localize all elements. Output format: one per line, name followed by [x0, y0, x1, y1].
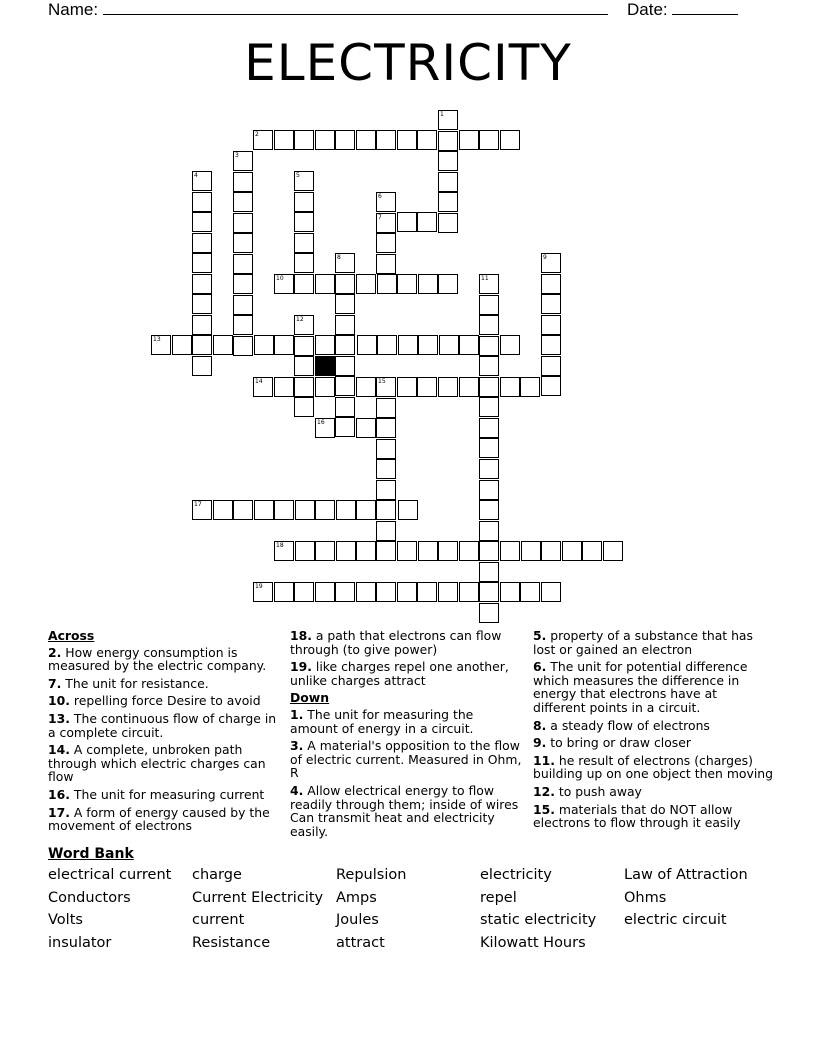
grid-cell[interactable]	[151, 335, 171, 355]
grid-cell[interactable]	[417, 582, 437, 602]
across-heading: Across	[48, 628, 95, 643]
grid-cell[interactable]	[315, 541, 335, 561]
grid-cell[interactable]	[295, 541, 315, 561]
grid-cell[interactable]	[192, 253, 212, 273]
grid-cell[interactable]	[376, 213, 396, 233]
clue-number: 18	[276, 542, 284, 549]
grid-cell[interactable]	[253, 377, 273, 397]
grid-cell[interactable]	[294, 397, 314, 417]
clue-item	[533, 803, 773, 830]
grid-cell[interactable]	[233, 254, 253, 274]
grid-cell[interactable]	[438, 151, 458, 171]
grid-cell[interactable]	[192, 233, 212, 253]
clue-text: A complete, unbroken path through which electric charges can flow	[48, 742, 266, 785]
grid-cell[interactable]	[438, 274, 458, 294]
grid-cell[interactable]	[376, 459, 396, 479]
clue-item	[533, 660, 773, 714]
grid-cell[interactable]	[376, 439, 396, 459]
grid-cell[interactable]	[376, 254, 396, 274]
clue-item	[533, 785, 773, 799]
black-cell	[315, 356, 335, 376]
clue-item	[48, 712, 278, 739]
grid-cell[interactable]	[335, 253, 355, 273]
clue-item	[48, 806, 278, 833]
clue-number: 3	[235, 152, 239, 159]
clue-number: 18.	[290, 628, 312, 643]
grid-cell[interactable]	[294, 253, 314, 273]
grid-cell[interactable]	[335, 417, 355, 437]
grid-cell[interactable]	[356, 418, 376, 438]
grid-cell[interactable]	[335, 335, 355, 355]
grid-cell[interactable]	[397, 130, 417, 150]
clue-number: 3.	[290, 738, 304, 754]
grid-cell[interactable]	[479, 356, 499, 376]
clue-text: The continuous flow of charge in a complete circuit.	[48, 710, 277, 740]
grid-cell[interactable]	[376, 233, 396, 253]
grid-cell[interactable]	[376, 398, 396, 418]
grid-cell[interactable]	[500, 130, 520, 150]
clue-item	[533, 629, 773, 656]
word-bank-item: Ohms	[624, 889, 667, 906]
clue-number: 1.	[290, 706, 304, 722]
clue-number: 10	[276, 275, 284, 282]
grid-cell[interactable]	[233, 274, 253, 294]
grid-cell[interactable]	[376, 521, 396, 541]
grid-cell[interactable]	[479, 562, 499, 582]
grid-cell[interactable]	[315, 500, 335, 520]
grid-cell[interactable]	[192, 335, 212, 355]
word-bank-item: Joules	[336, 912, 379, 928]
grid-cell[interactable]	[356, 500, 376, 520]
grid-cell[interactable]	[192, 315, 212, 335]
clue-text: The unit for measuring the amount of energy in a circuit.	[290, 706, 474, 736]
grid-cell[interactable]	[294, 356, 314, 376]
grid-cell[interactable]	[459, 335, 479, 355]
grid-cell[interactable]	[376, 192, 396, 212]
grid-cell[interactable]	[582, 541, 602, 561]
clue-number: 5	[296, 172, 300, 179]
grid-cell[interactable]	[377, 274, 397, 294]
grid-cell[interactable]	[336, 541, 356, 561]
grid-cell[interactable]	[335, 356, 355, 376]
grid-cell[interactable]	[520, 377, 540, 397]
grid-cell[interactable]	[254, 335, 274, 355]
clue-text: A material's opposition to the flow of electric current. Measured in Ohm, R	[290, 738, 522, 781]
grid-cell[interactable]	[500, 377, 520, 397]
word-bank-item: electric circuit	[624, 912, 727, 928]
clue-text: to bring or draw closer	[546, 735, 691, 751]
grid-cell[interactable]	[541, 356, 561, 376]
clue-number: 17	[194, 501, 202, 508]
clue-text: How energy consumption is measured by the electric company.	[48, 644, 267, 674]
grid-cell[interactable]	[438, 213, 458, 233]
clue-number: 17.	[48, 804, 70, 820]
clue-item	[48, 743, 278, 784]
grid-cell[interactable]	[438, 541, 458, 561]
clue-text: The unit for measuring current	[69, 786, 265, 802]
grid-cell[interactable]	[192, 212, 212, 232]
grid-cell[interactable]	[541, 294, 561, 314]
clue-number: 7	[378, 214, 382, 221]
clue-text: materials that do NOT allow electrons to flow through it easily	[533, 801, 741, 831]
grid-cell[interactable]	[459, 130, 479, 150]
grid-cell[interactable]	[274, 500, 294, 520]
grid-cell[interactable]	[397, 541, 417, 561]
grid-cell[interactable]	[398, 335, 418, 355]
grid-cell[interactable]	[233, 233, 253, 253]
grid-cell[interactable]	[459, 582, 479, 602]
date-label: Date:	[627, 0, 668, 19]
down-heading: Down	[290, 690, 330, 706]
grid-cell[interactable]	[294, 274, 314, 294]
grid-cell[interactable]	[562, 541, 582, 561]
grid-cell[interactable]	[233, 295, 253, 315]
clue-text: The unit for potential difference which measures the difference in energy that electrons have at different points in a circuit.	[533, 659, 748, 715]
grid-cell[interactable]	[439, 335, 459, 355]
grid-cell[interactable]	[541, 582, 561, 602]
grid-cell[interactable]	[418, 335, 438, 355]
clue-number: 7.	[48, 675, 62, 691]
clue-item	[48, 677, 278, 691]
clue-number: 16	[317, 419, 325, 426]
clue-number: 6.	[533, 659, 547, 675]
grid-cell[interactable]	[397, 582, 417, 602]
grid-cell[interactable]	[376, 500, 396, 520]
grid-cell[interactable]	[172, 335, 192, 355]
grid-cell[interactable]	[459, 541, 479, 561]
grid-cell[interactable]	[500, 541, 520, 561]
grid-cell[interactable]	[541, 376, 561, 396]
grid-cell[interactable]	[274, 377, 294, 397]
grid-cell[interactable]	[233, 172, 253, 192]
grid-cell[interactable]	[479, 521, 499, 541]
grid-cell[interactable]	[295, 500, 315, 520]
grid-cell[interactable]	[479, 459, 499, 479]
grid-cell[interactable]	[315, 335, 335, 355]
grid-cell[interactable]	[335, 582, 355, 602]
clue-number: 11.	[533, 752, 555, 768]
grid-cell[interactable]	[479, 336, 499, 356]
grid-cell[interactable]	[335, 397, 355, 417]
grid-cell[interactable]	[417, 377, 437, 397]
word-bank-item: static electricity	[480, 912, 597, 928]
grid-cell[interactable]	[417, 212, 437, 232]
grid-cell[interactable]	[479, 500, 499, 520]
grid-cell[interactable]	[376, 418, 396, 438]
grid-cell[interactable]	[315, 274, 335, 294]
grid-cell[interactable]	[541, 541, 561, 561]
grid-cell[interactable]	[479, 438, 499, 458]
grid-cell[interactable]	[397, 212, 417, 232]
clue-text: A form of energy caused by the movement of electrons	[48, 804, 270, 834]
grid-cell[interactable]	[479, 377, 499, 397]
clues-column-1	[48, 629, 278, 837]
grid-cell[interactable]	[294, 233, 314, 253]
grid-cell[interactable]	[335, 315, 355, 335]
grid-cell[interactable]	[356, 274, 376, 294]
grid-cell[interactable]	[294, 192, 314, 212]
grid-cell[interactable]	[479, 274, 499, 294]
grid-cell[interactable]	[479, 480, 499, 500]
word-bank-item: current	[192, 912, 245, 928]
grid-cell[interactable]	[356, 582, 376, 602]
word-bank-item: Repulsion	[336, 867, 407, 883]
clue-number: 9	[543, 254, 547, 261]
grid-cell[interactable]	[335, 274, 355, 294]
clues-column-2	[290, 629, 522, 842]
word-bank-item: Kilowatt Hours	[480, 934, 586, 951]
grid-cell[interactable]	[376, 541, 396, 561]
grid-cell[interactable]	[438, 582, 458, 602]
grid-cell[interactable]	[274, 274, 294, 294]
grid-cell[interactable]	[192, 294, 212, 314]
grid-cell[interactable]	[479, 315, 499, 335]
clue-item	[533, 736, 773, 750]
clue-number: 10.	[48, 693, 70, 709]
grid-cell[interactable]	[233, 336, 253, 356]
clue-number: 9.	[533, 735, 547, 751]
grid-cell[interactable]	[294, 212, 314, 232]
clue-number: 15.	[533, 801, 555, 817]
grid-cell[interactable]	[315, 130, 335, 150]
grid-cell[interactable]	[376, 130, 396, 150]
grid-cell[interactable]	[315, 418, 335, 438]
clue-text: he result of electrons (charges) building up on one object then moving	[533, 752, 773, 782]
grid-cell[interactable]	[213, 335, 233, 355]
clue-item	[48, 788, 278, 802]
clue-number: 12	[296, 316, 304, 323]
grid-cell[interactable]	[438, 131, 458, 151]
clue-number: 2	[255, 131, 259, 138]
grid-cell[interactable]	[500, 582, 520, 602]
clues-column-3	[533, 629, 773, 834]
word-bank-item: repel	[480, 889, 517, 906]
clue-text: Allow electrical energy to flow readily through them; inside of wires Can transmit heat and electricity easily.	[290, 782, 519, 839]
grid-cell[interactable]	[294, 377, 314, 397]
clue-item	[290, 784, 522, 838]
word-bank-item: Law of Attraction	[624, 867, 748, 883]
clue-text: repelling force Desire to avoid	[69, 693, 261, 709]
clue-number: 4	[194, 172, 198, 179]
grid-cell[interactable]	[417, 130, 437, 150]
clue-item	[48, 694, 278, 708]
grid-cell[interactable]	[541, 274, 561, 294]
clue-text: property of a substance that has lost or gained an electron	[533, 628, 753, 657]
grid-cell[interactable]	[479, 130, 499, 150]
grid-cell[interactable]	[192, 356, 212, 376]
page-title: ELECTRICITY	[244, 34, 572, 92]
clue-item	[290, 708, 522, 735]
clue-item	[290, 739, 522, 780]
grid-cell[interactable]	[233, 500, 253, 520]
grid-cell[interactable]	[274, 130, 294, 150]
grid-cell[interactable]	[376, 377, 396, 397]
grid-cell[interactable]	[192, 500, 212, 520]
clue-text: like charges repel one another, unlike charges attract	[290, 659, 509, 688]
grid-cell[interactable]	[356, 130, 376, 150]
clue-text: a path that electrons can flow through (to give power)	[290, 628, 502, 657]
grid-cell[interactable]	[376, 480, 396, 500]
clue-text: The unit for resistance.	[61, 675, 209, 691]
grid-cell[interactable]	[479, 582, 499, 602]
clue-number: 15	[378, 378, 386, 385]
grid-cell[interactable]	[233, 315, 253, 335]
grid-cell[interactable]	[438, 110, 458, 130]
grid-cell[interactable]	[479, 603, 499, 623]
grid-cell[interactable]	[253, 130, 273, 150]
grid-cell[interactable]	[520, 582, 540, 602]
word-bank-item: insulator	[48, 934, 112, 951]
grid-cell[interactable]	[192, 171, 212, 191]
grid-cell[interactable]	[233, 213, 253, 233]
grid-cell[interactable]	[479, 397, 499, 417]
grid-cell[interactable]	[233, 151, 253, 171]
clue-number: 11	[481, 275, 489, 282]
grid-cell[interactable]	[294, 336, 314, 356]
clue-number: 14	[255, 378, 263, 385]
grid-cell[interactable]	[397, 274, 417, 294]
grid-cell[interactable]	[377, 335, 397, 355]
grid-cell[interactable]	[294, 171, 314, 191]
clue-number: 6	[378, 193, 382, 200]
grid-cell[interactable]	[335, 294, 355, 314]
clue-number: 5.	[533, 628, 547, 643]
clue-item	[533, 719, 773, 733]
clue-number: 12.	[533, 783, 555, 799]
grid-cell[interactable]	[397, 377, 417, 397]
grid-cell[interactable]	[398, 500, 418, 520]
grid-cell[interactable]	[315, 582, 335, 602]
word-bank-item: Volts	[48, 912, 83, 928]
grid-cell[interactable]	[500, 335, 520, 355]
word-bank-heading: Word Bank	[48, 846, 134, 862]
grid-cell[interactable]	[603, 541, 623, 561]
grid-cell[interactable]	[274, 582, 294, 602]
grid-cell[interactable]	[541, 315, 561, 335]
grid-cell[interactable]	[438, 172, 458, 192]
grid-cell[interactable]	[356, 541, 376, 561]
grid-cell[interactable]	[357, 335, 377, 355]
clue-number: 13	[153, 336, 161, 343]
grid-cell[interactable]	[418, 541, 438, 561]
word-bank-item: charge	[192, 867, 242, 883]
clue-number: 14.	[48, 742, 70, 758]
grid-cell[interactable]	[315, 377, 335, 397]
grid-cell[interactable]	[274, 541, 294, 561]
clue-number: 8.	[533, 717, 547, 733]
grid-cell[interactable]	[479, 541, 499, 561]
grid-cell[interactable]	[376, 582, 396, 602]
grid-cell[interactable]	[233, 192, 253, 212]
grid-cell[interactable]	[356, 377, 376, 397]
grid-cell[interactable]	[418, 274, 438, 294]
word-bank-item: Conductors	[48, 889, 131, 906]
word-bank-item: electricity	[480, 867, 552, 883]
grid-cell[interactable]	[254, 500, 274, 520]
grid-cell[interactable]	[294, 130, 314, 150]
grid-cell[interactable]	[438, 192, 458, 212]
clue-text: to push away	[554, 783, 642, 799]
clue-number: 2.	[48, 644, 62, 660]
clue-item	[533, 754, 773, 781]
grid-cell[interactable]	[521, 541, 541, 561]
word-bank-item: Resistance	[192, 934, 271, 951]
grid-cell[interactable]	[213, 500, 233, 520]
clue-text: a steady flow of electrons	[546, 717, 710, 733]
grid-cell[interactable]	[541, 335, 561, 355]
clue-number: 13.	[48, 710, 70, 726]
grid-cell[interactable]	[541, 253, 561, 273]
clue-item	[290, 629, 522, 656]
grid-cell[interactable]	[336, 500, 356, 520]
clue-number: 19	[255, 583, 263, 590]
grid-cell[interactable]	[479, 295, 499, 315]
clue-number: 4.	[290, 782, 304, 798]
grid-cell[interactable]	[438, 377, 458, 397]
clue-item	[48, 646, 278, 673]
grid-cell[interactable]	[192, 274, 212, 294]
grid-cell[interactable]	[294, 315, 314, 335]
clue-number: 1	[440, 111, 444, 118]
word-bank-item: attract	[336, 934, 385, 951]
word-bank-item: electrical current	[48, 867, 172, 883]
grid-cell[interactable]	[335, 376, 355, 396]
clue-number: 19.	[290, 659, 312, 675]
grid-cell[interactable]	[335, 130, 355, 150]
grid-cell[interactable]	[192, 192, 212, 212]
grid-cell[interactable]	[253, 582, 273, 602]
word-bank-item: Current Electricity	[192, 889, 324, 906]
grid-cell[interactable]	[479, 418, 499, 438]
clue-number: 16.	[48, 786, 70, 802]
clue-number: 8	[337, 254, 341, 261]
grid-cell[interactable]	[274, 335, 294, 355]
grid-cell[interactable]	[459, 377, 479, 397]
grid-cell[interactable]	[294, 582, 314, 602]
name-label: Name:	[48, 0, 99, 19]
word-bank-item: Amps	[336, 889, 377, 906]
clue-item	[290, 660, 522, 687]
